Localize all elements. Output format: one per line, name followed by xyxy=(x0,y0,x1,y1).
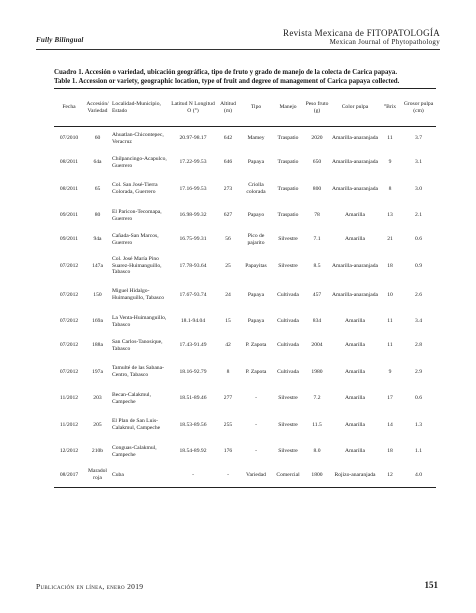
table-cell: 2.8 xyxy=(415,342,422,348)
table-cell: 07/2012 xyxy=(59,262,79,269)
table-cell: 197a xyxy=(92,368,103,375)
table-cell: Cuba xyxy=(111,464,169,488)
table-cell: 457 xyxy=(312,291,322,298)
table-cell: 21 xyxy=(387,236,393,242)
table-cell: 2.9 xyxy=(415,368,422,375)
table-cell: Chilpancingo-Acapulco, Guerrero xyxy=(112,155,167,169)
table-cell: Amarilla xyxy=(345,318,365,324)
table-body xyxy=(54,127,436,488)
column-header: Localidad-Municipio, Estado xyxy=(111,89,169,127)
table-cell: P. Zapota xyxy=(245,342,267,348)
table-cell: Traspatio xyxy=(277,159,299,165)
table-cell: 1800 xyxy=(303,464,331,488)
table-cell: 11 xyxy=(387,135,393,142)
table-cell: 255 xyxy=(223,421,233,428)
table-cell: Amarilla-anaranjada xyxy=(332,185,378,192)
table-cell: Papaya xyxy=(247,159,265,165)
table-cell: 3.0 xyxy=(415,185,422,192)
table-cell: Amarilla-anaranjada xyxy=(332,262,378,269)
table-cell: Conguas-Calakmul, Campeche xyxy=(112,444,157,458)
table-cell: 8 xyxy=(388,185,392,192)
table-row xyxy=(54,464,436,488)
table-cell: Traspatio xyxy=(277,135,299,142)
table-cell: Amarilla xyxy=(345,395,365,401)
journal-title-en: Mexican Journal of Phytopathology xyxy=(329,38,440,47)
table-cell: Comercial xyxy=(273,464,303,488)
table-cell: 1.1 xyxy=(415,448,422,454)
column-header: Fecha xyxy=(54,89,84,127)
data-table xyxy=(54,88,436,488)
table-cell: Traspatio xyxy=(277,185,299,192)
table-cell: 94a xyxy=(93,236,102,242)
table-cell: - xyxy=(169,464,217,488)
table-cell: Amarilla xyxy=(345,212,365,218)
table-cell: Ahuatlan-Chicontepec, Veracruz xyxy=(112,131,164,145)
table-cell: 08/2017 xyxy=(54,464,84,488)
table-caption xyxy=(54,69,434,86)
table-cell: Cultivada xyxy=(277,318,299,324)
table-row xyxy=(54,387,436,411)
table-cell: P. Zapota xyxy=(245,368,267,375)
table-cell: 0.6 xyxy=(415,236,422,242)
table-cell: Amarilla xyxy=(345,421,365,428)
table-cell: 2.6 xyxy=(415,291,422,298)
table-cell: Amarilla xyxy=(345,368,365,375)
table-cell: Amarilla-anaranjada xyxy=(332,159,378,165)
table-cell: Amarilla xyxy=(345,236,365,242)
table-cell: 0.6 xyxy=(415,395,422,401)
table-cell: Col. San José-Tierra Colorada, Guerrero xyxy=(112,182,158,195)
table-cell: Papaya xyxy=(247,318,265,324)
table-cell: 18.1-94.04 xyxy=(180,318,206,324)
table-cell: 78 xyxy=(314,212,320,218)
table-row xyxy=(54,151,436,175)
table-cell: 800 xyxy=(312,185,322,192)
table-cell: Mamey xyxy=(247,135,265,142)
table-cell: 18.16-92.79 xyxy=(179,368,207,375)
table-cell: Col. José María Pino Suarez-Huimanguillo, Tabasco xyxy=(112,255,162,276)
table-cell: 150 xyxy=(93,291,102,298)
table-row xyxy=(54,204,436,228)
table-cell: 3.7 xyxy=(415,135,422,142)
table-cell: 646 xyxy=(223,159,233,165)
table-cell: 18 xyxy=(387,448,393,454)
table-cell: 4.0 xyxy=(401,464,436,488)
table-cell: Maradol roja xyxy=(84,464,111,488)
table-cell: 8.5 xyxy=(313,262,321,269)
table-cell: 07/2012 xyxy=(59,368,79,375)
table-cell: 80 xyxy=(94,212,101,218)
table-cell: 834 xyxy=(312,318,322,324)
table-cell: 11/2012 xyxy=(59,421,79,428)
column-header: Grosor pulpa (cm) xyxy=(401,89,436,127)
table-cell: 60 xyxy=(94,135,101,142)
table-cell: 42 xyxy=(225,342,231,348)
table-cell: 203 xyxy=(93,395,102,401)
table-cell: 3.1 xyxy=(415,159,422,165)
table-cell: 15 xyxy=(225,318,231,324)
table-cell: 13 xyxy=(387,212,393,218)
table-cell: 16.98-99.32 xyxy=(179,212,207,218)
table-cell: 176 xyxy=(223,448,233,454)
table-cell: Papayitas xyxy=(245,262,267,269)
table-cell: Papayo xyxy=(247,212,265,218)
table-cell: 07/2012 xyxy=(59,291,79,298)
table-cell: 07/2012 xyxy=(59,318,79,324)
table-cell: 11/2012 xyxy=(59,395,79,401)
table-row xyxy=(54,440,436,464)
table-row xyxy=(54,127,436,151)
table-cell: 2004 xyxy=(311,342,323,348)
table-cell: 24 xyxy=(225,291,231,298)
table-cell: 642 xyxy=(223,135,233,142)
table-cell: 2020 xyxy=(311,135,323,142)
table-cell: 627 xyxy=(223,212,233,218)
table-cell: 147a xyxy=(92,262,103,269)
table-cell: 210b xyxy=(91,448,104,454)
column-header: Tipo xyxy=(239,89,273,127)
table-row xyxy=(54,228,436,252)
table-cell: 12 xyxy=(379,464,401,488)
table-cell: 1.3 xyxy=(415,421,422,428)
journal-title-es: Revista Mexicana de FITOPATOLOGÍA xyxy=(283,28,440,38)
table-row xyxy=(54,411,436,440)
page-number: 151 xyxy=(424,580,438,590)
table-cell: 65 xyxy=(94,185,101,192)
table-row xyxy=(54,281,436,310)
table-cell: Papaya xyxy=(247,291,265,298)
table-cell: Amarilla xyxy=(345,448,365,454)
table-cell: Tamulté de las Sabana-Centro, Tabasco xyxy=(112,365,164,378)
table-row xyxy=(54,358,436,387)
table-cell: 17.43-91.49 xyxy=(179,342,207,348)
table-cell: Amarilla xyxy=(345,342,365,348)
column-header: Latitud N Longitud O (°) xyxy=(169,89,217,127)
table-cell: Silvestre xyxy=(278,262,298,269)
table-cell: 17.16-99.53 xyxy=(179,185,207,192)
table-cell: - xyxy=(217,464,239,488)
table-cell: 277 xyxy=(223,395,233,401)
table-cell: 7.1 xyxy=(313,236,321,242)
table-cell: 16.75-99.31 xyxy=(179,236,207,242)
table-cell: Silvestre xyxy=(278,421,298,428)
table-cell: Cultivada xyxy=(277,368,299,375)
table-cell: Variedad xyxy=(239,464,273,488)
table-cell: Silvestre xyxy=(278,236,298,242)
table-cell: 09/2011 xyxy=(59,236,79,242)
table-cell: 11.5 xyxy=(312,421,322,428)
table-cell: Miguel Hidalgo-Huimanguillo, Tabasco xyxy=(112,288,165,301)
header-row xyxy=(54,89,436,127)
table-cell: - xyxy=(255,448,257,454)
header-rule xyxy=(36,49,440,50)
table-cell: Traspatio xyxy=(277,212,299,218)
table-row xyxy=(54,175,436,204)
table-cell: 8 xyxy=(226,368,230,375)
table-row xyxy=(54,310,436,334)
table-cell: 188a xyxy=(92,342,103,348)
column-header: Peso fruto (g) xyxy=(303,89,331,127)
table-cell: 2.1 xyxy=(415,212,422,218)
journal-title xyxy=(283,28,440,46)
table-cell: La Venta-Huimanguillo, Tabasco xyxy=(112,314,167,328)
table-cell: 07/2010 xyxy=(59,135,79,142)
table-cell: 64a xyxy=(93,159,102,165)
table-cell: Amarilla-anaranjada xyxy=(332,291,378,298)
column-header: Accesión/ Variedad xyxy=(84,89,111,127)
table-cell: 1980 xyxy=(311,368,323,375)
table-cell: 09/2011 xyxy=(59,212,79,218)
table-cell: 14 xyxy=(387,421,393,428)
table-cell: - xyxy=(255,395,257,401)
table-cell: Amarilla-anaranjada xyxy=(332,135,378,142)
table-cell: 08/2011 xyxy=(59,185,79,192)
table-cell: 3.4 xyxy=(415,318,422,324)
table-cell: Silvestre xyxy=(278,395,298,401)
table-cell: 11 xyxy=(387,342,393,348)
table-cell: 17.78-93.64 xyxy=(179,262,207,269)
table-cell: 11 xyxy=(387,318,393,324)
table-cell: Silvestre xyxy=(278,448,298,454)
table-cell: Rojizo-anaranjada xyxy=(331,464,379,488)
running-header-left: Fully Bilingual xyxy=(36,36,84,44)
table-cell: 9 xyxy=(388,159,392,165)
table-cell: 7.2 xyxy=(313,395,321,401)
table-cell: 17.22-99.53 xyxy=(179,159,207,165)
table-cell: Pico de pajarito xyxy=(247,232,265,246)
table-cell: San Carlos-Tanosique, Tabasco xyxy=(112,338,163,352)
table-head xyxy=(54,89,436,127)
table-row xyxy=(54,334,436,358)
table-cell: 9 xyxy=(388,368,392,375)
table-cell: 8.0 xyxy=(313,448,321,454)
table-cell: 07/2012 xyxy=(59,342,79,348)
table-cell: 56 xyxy=(225,236,231,242)
table-cell: 17 xyxy=(387,395,393,401)
table-cell: 20.97-98.17 xyxy=(179,135,207,142)
column-header: Manejo xyxy=(273,89,303,127)
column-header: Altitud (m) xyxy=(217,89,239,127)
table-cell: 18.54-89.92 xyxy=(179,448,207,454)
table-cell: Criolla colorada xyxy=(246,182,266,195)
table-cell: 18.53-89.56 xyxy=(179,421,207,428)
table-cell: 650 xyxy=(312,159,322,165)
table-cell: 169a xyxy=(92,318,103,324)
footer-publication: Publicación en línea, enero 2019 xyxy=(36,582,144,591)
table-cell: El Paricon-Tecomapa, Guerrero xyxy=(112,208,162,222)
table-cell: 0.9 xyxy=(415,262,422,269)
column-header: °Brix xyxy=(379,89,401,127)
table-cell: Cañada-San Marcos, Guerrero xyxy=(112,232,159,246)
table-cell: 18 xyxy=(387,262,393,269)
table-cell: 08/2011 xyxy=(59,159,79,165)
table-cell: 273 xyxy=(223,185,233,192)
table-cell: 12/2012 xyxy=(59,448,79,454)
caption-es: Cuadro 1. Accesión o variedad, ubicación geográfica, tipo de fruto y grado de manejo de la colecta de Carica papaya. xyxy=(54,69,398,76)
column-header: Color pulpa xyxy=(331,89,379,127)
table-cell: 205 xyxy=(93,421,102,428)
table-cell: - xyxy=(255,421,257,428)
table-cell: 25 xyxy=(225,262,231,269)
table-cell: 10 xyxy=(387,291,393,298)
table-cell: 17.67-93.74 xyxy=(179,291,207,298)
table-cell: El Plan de San Luis-Calakmul, Campeche xyxy=(112,418,161,431)
table-cell: Becan-Calakmul, Campeche xyxy=(112,391,151,405)
caption-en: Table 1. Accession or variety, geographic location, type of fruit and degree of management of Carica papaya collected. xyxy=(54,77,400,85)
table-cell: 18.51-89.46 xyxy=(179,395,207,401)
table-cell: Cultivada xyxy=(277,291,299,298)
table-row xyxy=(54,252,436,281)
table-cell: Cultivada xyxy=(277,342,299,348)
